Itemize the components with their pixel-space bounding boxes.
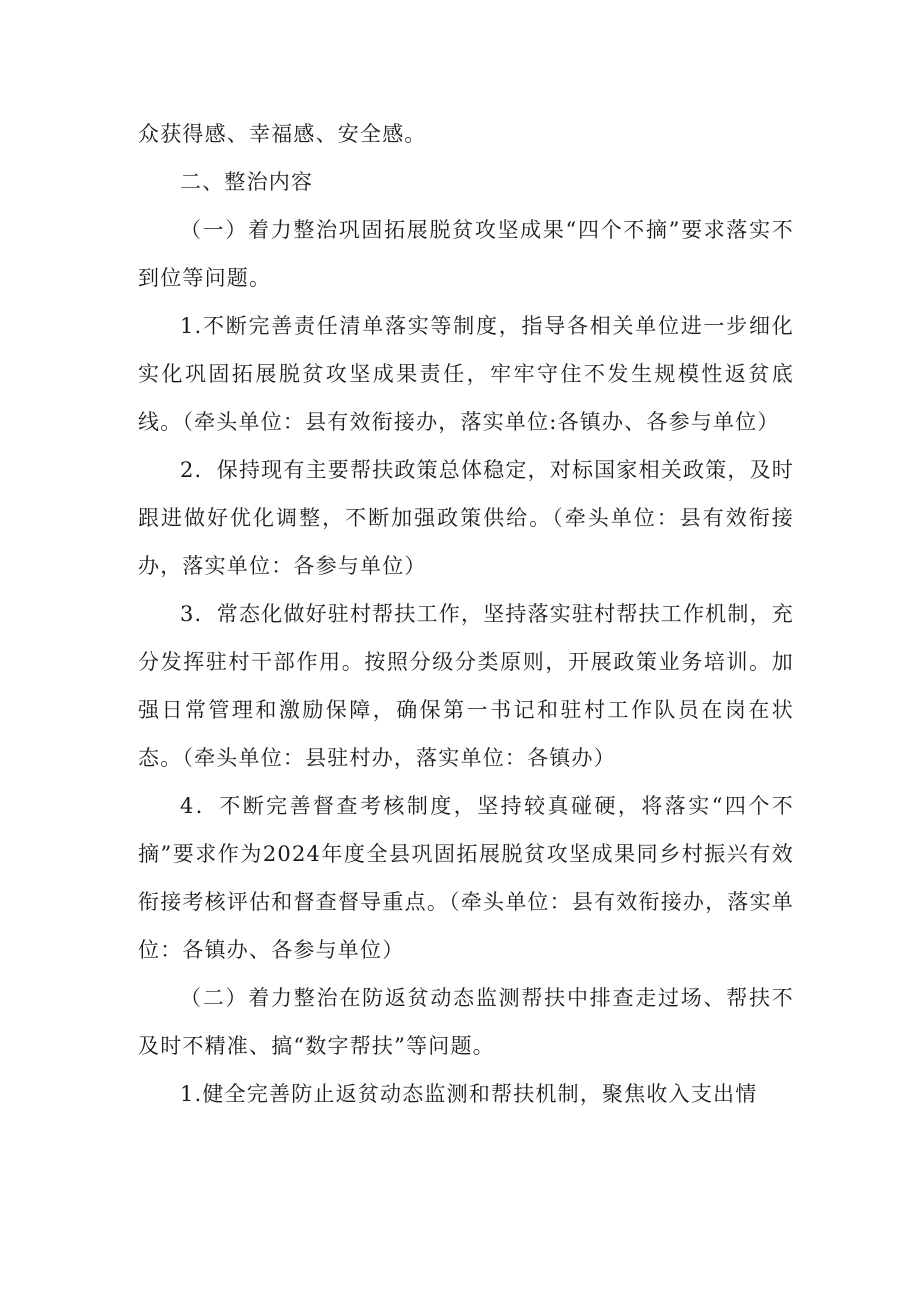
section-heading-content: 二、整治内容 — [180, 170, 314, 194]
item-1-3: 3．常态化做好驻村帮扶工作，坚持落实驻村帮扶工作机制，充分发挥驻村干部作用。按照分级分类原则，开展政策业务培训。加强日常管理和激励保障，确保第一书记和驻村工作队员在岗在状态。（牵头单位：县驻村办，落实单位：各镇办） — [138, 602, 794, 770]
item-1-4: 4．不断完善督查考核制度，坚持较真碰硬，将落实“四个不摘”要求作为2024年度全县巩固拓展脱贫攻坚成果同乡村振兴有效衔接考核评估和督查督导重点。（牵头单位：县有效衔接办，落实单位：各镇办、各参与单位） — [138, 794, 794, 962]
item-2-1: 1.健全完善防止返贫动态监测和帮扶机制，聚焦收入支出情 — [180, 1082, 758, 1106]
item-1-1: 1.不断完善责任清单落实等制度，指导各相关单位进一步细化实化巩固拓展脱贫攻坚成果责任，牢牢守住不发生规模性返贫底线。（牵头单位：县有效衔接办，落实单位:各镇办、各参与单位） — [138, 314, 794, 434]
item-1-2: 2．保持现有主要帮扶政策总体稳定，对标国家相关政策，及时跟进做好优化调整，不断加强政策供给。（牵头单位：县有效衔接办，落实单位：各参与单位） — [138, 458, 794, 578]
subsection-heading-1: （一）着力整治巩固拓展脱贫攻坚成果“四个不摘”要求落实不到位等问题。 — [138, 218, 794, 290]
document-body — [138, 110, 794, 1118]
subsection-heading-2: （二）着力整治在防返贫动态监测帮扶中排查走过场、帮扶不及时不精准、搞“数字帮扶”等问题。 — [138, 986, 794, 1058]
paragraph-continuation: 众获得感、幸福感、安全感。 — [138, 122, 427, 146]
